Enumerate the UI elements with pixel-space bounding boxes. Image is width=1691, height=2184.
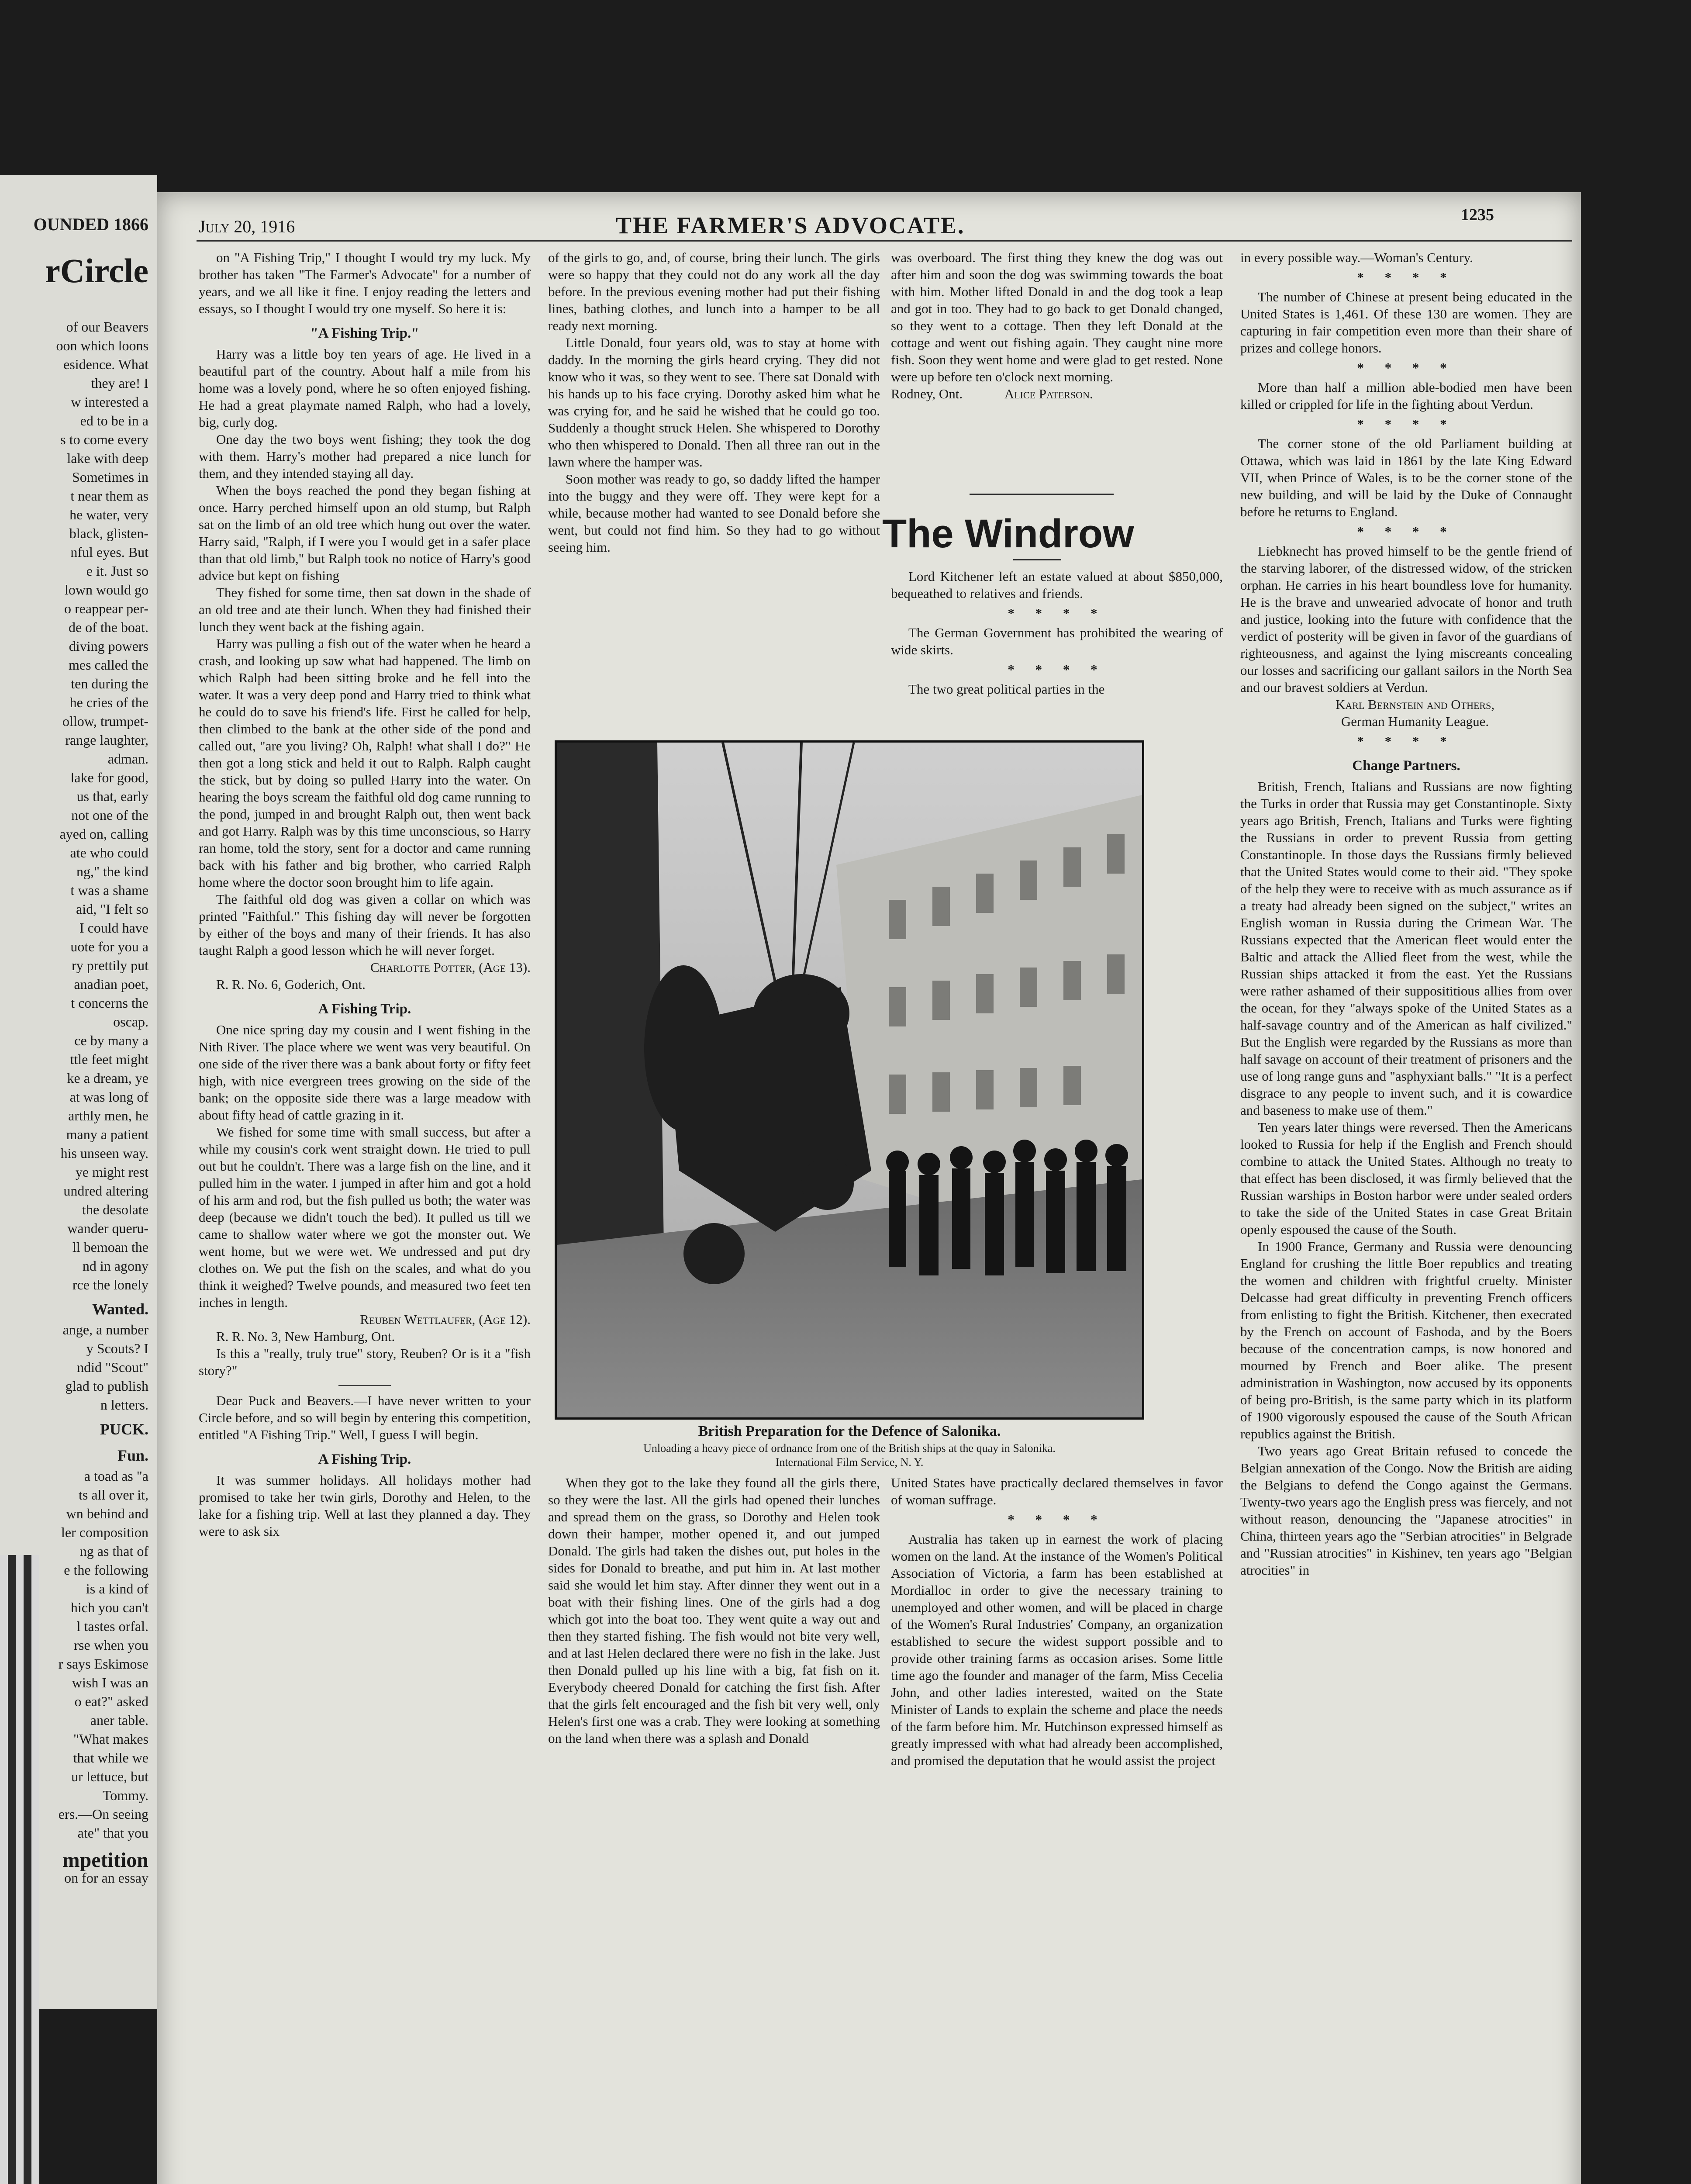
paragraph: was overboard. The first thing they knew the dog was out after him and soon the dog was swimming towards the boat with him. Mother lifted Donald in and the dog took a leap and got in too. They had to go back to get Donald changed, so they went to a cottage. Then they left Donald at the cottage and went out fishing again. They caught nine more fish. Soon they went home and were glad to get rested. None were up before ten o'clock next morning. (891, 250, 1223, 384)
prev-line: esidence. What (63, 356, 148, 372)
prev-line: w interested a (71, 394, 148, 410)
prev-line: e the following (64, 1562, 148, 1578)
header-date: July 20, 1916 (199, 217, 295, 236)
prev-line: at was long of (69, 1089, 148, 1105)
prev-line: wn behind and (66, 1506, 148, 1521)
paragraph: The faithful old dog was given a collar on which was printed "Faithful." This fishing day will never be forgotten by either of the boys and many of their friends. It has also taught Ralph a good lesson which he will never forget. (199, 892, 531, 958)
photo-caption-title: British Preparation for the Defence of Salonika. (698, 1423, 1001, 1439)
change-partners-title: Change Partners. (1352, 758, 1460, 774)
prev-line: rse when you (74, 1637, 148, 1653)
prev-line: diving powers (69, 638, 148, 654)
photo-caption (555, 1441, 1144, 1469)
prev-line: l tastes orfal. (76, 1618, 148, 1634)
prev-circle-heading: rCircle (45, 252, 148, 290)
prev-line: aner table. (90, 1712, 148, 1728)
paragraph: In 1900 France, Germany and Russia were denouncing England for crushing the little Boer republics and treating the women and children with frightful cruelty. Minister Delcasse had great difficulty in preventing French officers from enlisting to fight the British. Kitchener, then execrated by the French on account of Fashoda, and by the Boers because of the concentration camps, is now honored and mourned by French and Boer alike. The present administration in Washington, now accused by its opponents of being pro-British, is the same party which in its platform of 1900 vigorously espoused the cause of the South African republics against the British. (1240, 1239, 1572, 1441)
header-title: THE FARMER'S ADVOCATE. (616, 212, 965, 238)
stars-divider: * * * * (1008, 1512, 1106, 1527)
prev-line: a toad as "a (84, 1468, 148, 1484)
divider (338, 1385, 391, 1386)
prev-line: ts all over it, (79, 1487, 148, 1503)
prev-line: ng," the kind (76, 864, 148, 879)
story1-title: "A Fishing Trip." (310, 325, 419, 341)
prev-line: adman. (107, 751, 148, 767)
prev-line: e it. Just so (86, 563, 148, 579)
stars-divider: * * * * (1008, 662, 1106, 677)
prev-line: y Scouts? I (86, 1341, 148, 1356)
story1-address: R. R. No. 6, Goderich, Ont. (216, 977, 366, 992)
column-1 (199, 249, 531, 1540)
paragraph: United States have practically declared themselves in favor of woman suffrage. (891, 1475, 1223, 1507)
paragraph: in every possible way.—Woman's Century. (1240, 250, 1473, 265)
prev-line: oscap. (113, 1014, 148, 1030)
prev-line: he cries of the (69, 695, 148, 710)
prev-line: he water, very (69, 507, 148, 522)
prev-line: lake with deep (67, 450, 148, 466)
column-3-bottom (891, 1474, 1223, 1769)
prev-line: range laughter, (65, 732, 148, 748)
paragraph: We fished for some time with small success, but after a while my cousin's cork went straight down. He tried to pull out but he couldn't. There was a large fish on the line, and it pulled him in the water. I jumped in after him and got a hold of his arm and rod, but the fish pulled us both; the water was deep (because we didn't touch the bed). It pulled us till we came to shallow water where we got the monster out. We went home, but we were wet. We undressed and put dry clothes on. We put the fish on the scales, and what do you think it weighed? Twelve pounds, and measured two feet ten inches in length. (199, 1124, 531, 1310)
prev-competition-heading: mpetition (62, 1849, 148, 1872)
paragraph: Two years ago Great Britain refused to concede the Belgian annexation of the Congo. Now the British are aiding the Belgians to defend the Congo against the Germans. Twenty-two years ago the English press was fiercely, and not without reason, denouncing the "Japanese atrocities" in China, thirteen years ago the "Serbian atrocities" in Belgrade and "Russian atrocities" in Kishinev, ten years ago "Belgian atrocities" in (1240, 1443, 1572, 1578)
prev-line: not one of the (71, 807, 148, 823)
paragraph: When the boys reached the pond they began fishing at once. Harry perched himself upon an old stump, but Ralph sat on the limb of an old tree which hung out over the water. Harry said, "Ralph, if I were you I would get in a safer place than that old limb," but Ralph took no notice of Harry's good advice but kept on fishing (199, 483, 531, 583)
prev-line: us that, early (76, 788, 148, 804)
prev-line: I could have (79, 920, 148, 936)
prev-line: ndid "Scout" (77, 1359, 148, 1375)
prev-line: the desolate (82, 1202, 148, 1217)
story3-title: A Fishing Trip. (318, 1451, 411, 1467)
story2-title: A Fishing Trip. (318, 1001, 411, 1017)
prev-line: ollow, trumpet- (62, 713, 148, 729)
prev-line: ers.—On seeing (58, 1806, 148, 1822)
prev-line: ng as that of (79, 1543, 148, 1559)
prev-line: that while we (73, 1750, 148, 1766)
paragraph: Harry was a little boy ten years of age. He lived in a beautiful part of the country. About half a mile from his home was a lovely pond, where he so often enjoyed fishing. He had a great playmate named Ralph, who had a lovely, big, curly dog. (199, 346, 531, 430)
windrow-items (891, 568, 1223, 698)
prev-line: o reappear per- (64, 601, 148, 616)
signature-place: Rodney, Ont. (891, 386, 963, 401)
stars-divider: * * * * (1357, 360, 1456, 375)
prev-line: "What makes (73, 1731, 148, 1747)
paragraph: They fished for some time, then sat down in the shade of an old tree and ate their lunch. When they had finished their lunch they went back at the fishing again. (199, 585, 531, 634)
prev-line: r says Eskimose (58, 1656, 148, 1672)
col4-signature: Karl Bernstein and Others, (1335, 697, 1495, 712)
prev-line: is a kind of (86, 1581, 148, 1597)
header-rule (197, 240, 1572, 242)
photo-caption-credit: International Film Service, N. Y. (775, 1456, 924, 1469)
column-2-top (548, 249, 880, 556)
paragraph: The two great political parties in the (908, 681, 1105, 697)
prev-line: ttle feet might (70, 1051, 148, 1067)
newspaper-page (157, 192, 1581, 2184)
prev-line: t concerns the (71, 995, 148, 1011)
prev-line: black, glisten- (69, 525, 148, 541)
prev-line: Sometimes in (72, 469, 148, 485)
prev-line: ce by many a (74, 1033, 148, 1048)
prev-line: anadian poet, (74, 976, 148, 992)
prev-line: o eat?" asked (74, 1693, 148, 1709)
col4-signature-org: German Humanity League. (1341, 714, 1489, 729)
prev-line: ye might rest (75, 1164, 148, 1180)
prev-line: hich you can't (70, 1600, 148, 1615)
story2-note: Is this a "really, truly true" story, Reuben? Or is it a "fish story?" (199, 1346, 531, 1378)
prev-line: uote for you a (70, 939, 148, 954)
paragraph: More than half a million able-bodied men have been killed or crippled for life in the fighting about Verdun. (1240, 380, 1572, 412)
prev-founded: OUNDED 1866 (33, 214, 148, 234)
prev-line: aid, "I felt so (76, 901, 148, 917)
prev-line: glad to publish (65, 1378, 148, 1394)
prev-puck-signature: PUCK. (100, 1420, 148, 1438)
col3-signature (891, 385, 1223, 402)
prev-line: Tommy. (102, 1787, 148, 1803)
paragraph: One nice spring day my cousin and I went fishing in the Nith River. The place where we went was very beautiful. On one side of the river there was a bank about forty or fifty feet high, with nice evergreen trees growing on the side of the bank; on the opposite side there was a large meadow with about fifty head of cattle grazing in it. (199, 1022, 531, 1123)
prev-line: his unseen way. (60, 1145, 148, 1161)
paragraph: When they got to the lake they found all the girls there, so they were the last. All the girls had opened their lunches and spread them on the grass, so Dorothy and Helen took down their hamper, mother opened it, and out jumped Donald. The girls had taken the dishes out, put holes in the sides for Donald to breathe, and put him in. At last mother said she would let him stay. After dinner they went out in a boat with their fishing lines. One of the girls had a dog which got into the boat too. They went quite a way out and then they started fishing. The fish would not bite very well, and at last Helen declared there were no fish in the lake. Just then Donald pulled up his line with a big, fat fish on it. Everybody cheered Donald for catching the first fish. After that the girls felt encouraged and the fish bit very well, only Helen's first one was a crab. They were looking at something on the land when there was a splash and Donald (548, 1475, 880, 1746)
prev-line: lake for good, (70, 770, 148, 785)
stars-divider: * * * * (1357, 270, 1456, 285)
prev-line: ler composition (61, 1524, 148, 1540)
book-binding-edge (0, 1555, 39, 2184)
header-page-number: 1235 (1461, 206, 1494, 224)
prev-line: de of the boat. (68, 619, 148, 635)
story3-start: It was summer holidays. All holidays mother had promised to take her twin girls, Dorothy and Helen, to the lake for a fishing trip. Well at last they planned a day. They were to ask six (199, 1472, 531, 1539)
prev-line: nd in agony (82, 1258, 148, 1274)
story2-signature: Reuben Wettlaufer, (Age 12). (360, 1312, 531, 1327)
paragraph: Harry was pulling a fish out of the water when he heard a crash, and looking up saw what had happened. The limb on which Ralph had been sitting broke and he fell into the water. It was a very deep pond and Harry tried to think what he could do to save his friend's life. First he called for help, then climbed to the bank at the other side of the pond and called out, "are you living? Oh, Ralph! what shall I do?" He then got a long stick and held it out to Ralph. Ralph caught the stick, but by doing so pulled Harry into the water. On hearing the boys scream the faithful old dog came running to the pond, jumped in and brought Ralph out, then went back and got Harry. Ralph was by this time unconscious, so Harry ran home, told the story, sent for a doctor and came running back with his father and big brother, who carried Ralph home where the doctor soon brought him to life again. (199, 636, 531, 890)
letter-intro: Dear Puck and Beavers.—I have never written to your Circle before, and so will begin by entering this competition, entitled "A Fishing Trip." Well, I guess I will begin. (199, 1393, 531, 1442)
story1-body (199, 346, 531, 959)
windrow-title: The Windrow (882, 511, 1134, 556)
prev-line: arthly men, he (68, 1108, 148, 1123)
prev-line: t near them as (70, 488, 148, 504)
stars-divider: * * * * (1357, 733, 1456, 749)
prev-fun-heading: Fun. (117, 1447, 148, 1464)
prev-line: s to come every (60, 432, 148, 447)
prev-line: oon which loons (56, 338, 148, 353)
prev-line: lown would go (65, 582, 148, 598)
prev-line: ed to be in a (80, 413, 148, 429)
column-3-top (891, 249, 1223, 402)
prev-wanted-heading: Wanted. (92, 1300, 148, 1318)
stars-divider: * * * * (1008, 605, 1106, 621)
photo-image (557, 743, 1142, 1417)
col1-intro: on "A Fishing Trip," I thought I would try my luck. My brother has taken "The Farmer's Advocate" for a number of years, and we all like it fine. I enjoy reading the letters and essays, so I thought I would try one myself. So here it is: (199, 250, 531, 316)
prev-line: wish I was an (72, 1675, 148, 1690)
prev-line: ur lettuce, but (71, 1769, 148, 1784)
prev-line: undred altering (63, 1183, 148, 1199)
prev-line: of our Beavers (66, 319, 148, 335)
column-4 (1240, 249, 1572, 1579)
paragraph: British, French, Italians and Russians are now fighting the Turks in order that Russia may get Constantinople. Sixty years ago British, French, Italians and Turks were fighting the Russians in order to prevent Russia from getting Constantinople. In those days the Russians firmly believed that the United States would come to their aid. "They spoke of the help they were to receive with as much assurance as if a treaty had already been signed on the subject," writes an English woman in Russia during the Crimean War. The Russians expected that the American fleet would enter the Baltic and attack the Allied fleet from the west, while the Russian ships attacked it from the east. Yet the Russians were rather ashamed of their supposititious allies from over the ocean, for they "always spoke of the United States as a half-savage country and of the American as half civilized." But the English were regarded by the Russians as more than half savage on account of their treatment of prisoners and the use of long range guns and "asphyxiant balls." "It is a perfect disgrace to any people to invent such, and it is cowardice and baseness to make use of them." (1240, 779, 1572, 1118)
story2-address: R. R. No. 3, New Hamburg, Ont. (216, 1329, 395, 1344)
paragraph: The German Government has prohibited the wearing of wide skirts. (891, 625, 1223, 657)
paragraph: Soon mother was ready to go, so daddy lifted the hamper into the buggy and they were off. They were kept for a while, because mother had wanted to see Donald before she went, but could not find him. So they had to go without seeing him. (548, 471, 880, 555)
paragraph: One day the two boys went fishing; they took the dog with them. Harry's mother had prepared a nice lunch for them, and they intended staying all day. (199, 432, 531, 481)
prev-line: nful eyes. But (70, 544, 148, 560)
photo-caption-line1: Unloading a heavy piece of ordnance from one of the British ships at the quay in Salonika. (643, 1442, 1056, 1455)
paragraph: Australia has taken up in earnest the work of placing women on the land. At the instance of the Women's Political Association of Victoria, a farm has been established at Mordialloc in order to give the necessary training to unemployed and other women, and will be placed in charge of the Women's Rural Industries' Company, an organization established to secure the widest support possible and to provide other training farms as occasion arises. Some little time ago the founder and manager of the farm, Miss Cecelia John, and other ladies interested, waited on the State Minister of Lands to explain the scheme and place the needs of the farm before him. Mr. Hutchinson expressed himself as greatly impressed with what had already been accomplished, and promised the deputation that he would assist the project (891, 1531, 1223, 1768)
paragraph: Liebknecht has proved himself to be the gentle friend of the starving laborer, of the distressed widow, of the stricken orphan. He carries in his heart boundless love for humanity. He is the brave and unwearied advocate of honor and truth and justice, looking into the future with confidence that the verdict of posterity will be given in favor of the guardians of righteousness, and against the lying miscreants concealing our losses and sacrificing our gallant sailors in the North Sea and our bravest soldiers at Verdun. (1240, 543, 1572, 695)
paragraph: The number of Chinese at present being educated in the United States is 1,461. Of these 130 are women. They are capturing in fair competition even more than their share of prizes and college honors. (1240, 289, 1572, 356)
prev-line: mes called the (68, 657, 148, 673)
prev-line: ll bemoan the (72, 1239, 148, 1255)
windrow-top-rule (970, 494, 1114, 495)
prev-line: ate who could (70, 845, 148, 860)
windrow-underline (1013, 559, 1061, 560)
paragraph: of the girls to go, and, of course, bring their lunch. The girls were so happy that they could not do any work all the day before. In the previous evening mother had put their fishing lines, bathing clothes, and lunch into a hamper to be all ready next morning. (548, 250, 880, 333)
prev-line: ke a dream, ye (67, 1070, 148, 1086)
stars-divider: * * * * (1357, 416, 1456, 432)
prev-line: n letters. (100, 1397, 148, 1413)
prev-line: rce the lonely (72, 1277, 148, 1292)
photo-ordnance-unloading (555, 740, 1144, 1420)
prev-line: on for an essay (64, 1870, 148, 1886)
prev-line: ten during the (71, 676, 148, 691)
story1-signature: Charlotte Potter, (Age 13). (370, 960, 531, 975)
paragraph: Ten years later things were reversed. Then the Americans looked to Russia for help if the English and French should combine to attack the United States. Although no treaty to that effect has been disclosed, it was firmly believed that the Russian warships in Boston harbor were under sealed orders to take the side of the United States in case Great Britain openly espoused the cause of the South. (1240, 1120, 1572, 1237)
signature-name: Alice Paterson. (1004, 386, 1093, 401)
prev-line: ate" that you (77, 1825, 148, 1841)
paragraph: The corner stone of the old Parliament building at Ottawa, which was laid in 1861 by the late King Edward VII, when Prince of Wales, is to be the corner stone of the new building, and will be laid by the Duke of Connaught before he returns to England. (1240, 436, 1572, 519)
prev-line: they are! I (91, 375, 148, 391)
prev-line: ry prettily put (72, 957, 148, 973)
stars-divider: * * * * (1357, 524, 1456, 539)
paragraph: Lord Kitchener left an estate valued at about $850,000, bequeathed to relatives and friends. (891, 569, 1223, 601)
prev-line: t was a shame (70, 882, 148, 898)
prev-line: ayed on, calling (59, 826, 148, 842)
prev-line: many a patient (66, 1127, 148, 1142)
prev-line: wander queru- (67, 1220, 148, 1236)
prev-line: ange, a number (62, 1322, 148, 1337)
paragraph: Little Donald, four years old, was to stay at home with daddy. In the morning the girls heard crying. They did not know who it was, so they went to see. There sat Donald with his hands up to his face crying. Dorothy asked him what he was crying for, and he said he wished that he could go too. Suddenly a thought struck Helen. She whispered to Dorothy who then whispered to Donald. Then all three ran out in the lawn where the hamper was. (548, 335, 880, 470)
column-2-bottom (548, 1474, 880, 1747)
